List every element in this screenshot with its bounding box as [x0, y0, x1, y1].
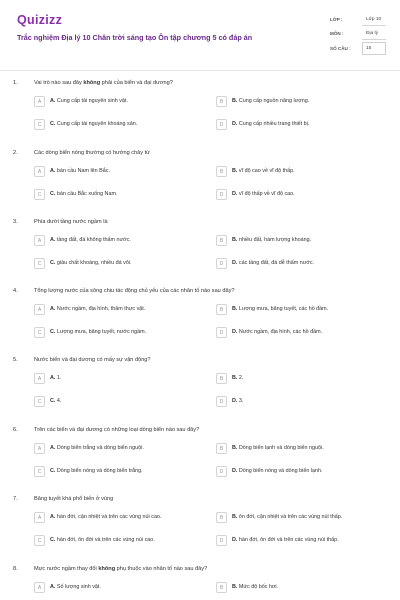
question-text-start: Băng tuyết khá phổ biến ở vùng — [34, 496, 114, 502]
option-text — [232, 445, 324, 451]
option-body: Dòng biển nóng và dòng biển trắng. — [56, 468, 143, 474]
option-text — [232, 168, 295, 174]
option-body: Dòng biển trắng và dòng biển nguội. — [56, 445, 144, 451]
option-letter: A. — [50, 98, 56, 104]
option-letter-box: D — [216, 396, 227, 407]
option-letter-box: C — [34, 258, 45, 269]
question-number: 5. — [13, 357, 18, 363]
question-text-end: phải của biển và đại dương? — [100, 80, 173, 86]
question-text-start: Tổng lượng nước của sông chịu tác động chủ yếu của các nhân tố nào sau đây? — [34, 288, 235, 294]
question-text — [34, 150, 150, 156]
question-text-start: Vai trò nào sau đây — [34, 80, 84, 86]
option-body: bán cầu Nam lên Bắc. — [56, 168, 110, 174]
option-body: Lượng mưa, băng tuyết, nước ngầm. — [56, 329, 147, 335]
option-letter-box: D — [216, 119, 227, 130]
question-text — [34, 496, 113, 502]
quizizz-logo: Quizizz — [17, 13, 63, 27]
option-text — [50, 514, 161, 520]
question-number: 6. — [13, 427, 18, 433]
option-body: 4. — [56, 398, 62, 404]
option-body: nhiều đất, hàm lượng khoáng. — [238, 237, 312, 243]
option-text — [232, 191, 295, 197]
option-body: Dòng biển lạnh và dòng biển nguội. — [238, 445, 324, 451]
option-letter-box: D — [216, 258, 227, 269]
option-letter-box: A — [34, 443, 45, 454]
option-body: vĩ độ thấp về vĩ độ cao. — [238, 191, 295, 197]
option-letter: D. — [232, 121, 238, 127]
option-letter: A. — [50, 445, 56, 451]
question-text-emphasis: không — [98, 566, 116, 572]
option-text — [232, 375, 243, 381]
meta-subject-underline — [362, 39, 386, 40]
option-letter: B. — [232, 584, 238, 590]
question-text — [34, 80, 173, 86]
option-letter: C. — [50, 121, 56, 127]
question-text — [34, 427, 199, 433]
option-letter: C. — [50, 191, 56, 197]
option-letter: B. — [232, 98, 238, 104]
option-text — [232, 260, 314, 266]
option-text — [232, 237, 311, 243]
option-text — [50, 260, 132, 266]
option-letter-box: D — [216, 327, 227, 338]
option-text — [232, 537, 339, 543]
question-number: 1. — [13, 80, 18, 86]
question-number: 4. — [13, 288, 18, 294]
header-divider — [0, 70, 400, 71]
option-letter: B. — [232, 445, 238, 451]
option-letter: A. — [50, 237, 56, 243]
question-text-start: Phía dưới tầng nước ngầm là — [34, 219, 108, 225]
option-letter: D. — [232, 468, 238, 474]
option-text — [232, 514, 342, 520]
question-number: 2. — [13, 150, 18, 156]
meta-grade-label: LỚP : — [330, 17, 343, 22]
question-text — [34, 219, 108, 225]
question-text-start: Các dòng biển nóng thường có hướng chảy từ — [34, 150, 150, 156]
option-text — [232, 468, 323, 474]
option-letter: B. — [232, 237, 238, 243]
meta-grade-underline — [362, 25, 386, 26]
option-body: giàu chất khoáng, nhiều đá vôi. — [56, 260, 132, 266]
option-letter: B. — [232, 514, 238, 520]
meta-subject — [318, 27, 390, 40]
option-letter-box: D — [216, 535, 227, 546]
option-body: Cung cấp tài nguyên sinh vật. — [56, 98, 128, 104]
option-body: Dòng biển nóng và dòng biển lạnh. — [238, 468, 323, 474]
option-letter-box: D — [216, 189, 227, 200]
option-letter-box: B — [216, 96, 227, 107]
option-letter-box: A — [34, 235, 45, 246]
option-letter: B. — [232, 306, 238, 312]
option-letter: A. — [50, 168, 56, 174]
option-letter: D. — [232, 260, 238, 266]
option-body: Mức độ bốc hơi. — [238, 584, 279, 590]
option-letter-box: B — [216, 512, 227, 523]
option-letter: C. — [50, 398, 56, 404]
option-letter: A. — [50, 514, 56, 520]
question-number: 8. — [13, 566, 18, 572]
option-text — [50, 375, 61, 381]
option-letter-box: C — [34, 189, 45, 200]
meta-grade — [318, 13, 390, 26]
option-text — [50, 168, 110, 174]
option-body: vĩ độ cao về vĩ độ thấp. — [238, 168, 295, 174]
question-text-start: Nước biển và đại dương có mấy sự vận động? — [34, 357, 151, 363]
option-letter-box: C — [34, 119, 45, 130]
question-text — [34, 357, 151, 363]
option-letter-box: C — [34, 327, 45, 338]
option-letter-box: A — [34, 166, 45, 177]
question-text — [34, 566, 207, 572]
meta-count-value: 15 — [366, 46, 372, 51]
option-body: hàn đới, ôn đới và trên các vùng núi cao. — [56, 537, 155, 543]
question-number: 7. — [13, 496, 18, 502]
option-body: Lượng mưa, băng tuyết, các hồ đầm. — [238, 306, 329, 312]
option-letter-box: A — [34, 304, 45, 315]
option-letter: A. — [50, 375, 56, 381]
option-body: 2. — [238, 375, 244, 381]
option-text — [50, 329, 146, 335]
option-body: Cung cấp tài nguyên khoáng sản. — [56, 121, 138, 127]
question-text-start: Trên các biển và đại dương có những loại dòng biển nào sau đây? — [34, 427, 200, 433]
option-body: Cung cấp nguồn năng lượng. — [238, 98, 310, 104]
option-letter: D. — [232, 329, 238, 335]
option-letter-box: B — [216, 443, 227, 454]
meta-grade-value: Lớp 10 — [366, 17, 382, 22]
question-text-end: phụ thuộc vào nhân tố nào sau đây? — [115, 566, 208, 572]
option-text — [50, 121, 137, 127]
question-text-emphasis: không — [83, 80, 101, 86]
option-letter-box: B — [216, 235, 227, 246]
option-text — [50, 98, 128, 104]
option-text — [232, 584, 278, 590]
option-letter-box: A — [34, 96, 45, 107]
option-text — [50, 468, 143, 474]
option-letter-box: A — [34, 373, 45, 384]
option-letter-box: B — [216, 582, 227, 593]
option-letter: A. — [50, 584, 56, 590]
option-letter-box: A — [34, 582, 45, 593]
option-text — [50, 537, 155, 543]
option-text — [50, 584, 101, 590]
option-body: ôn đới, cận nhiệt và trên các vùng núi thấp. — [238, 514, 343, 520]
option-body: Cung cấp nhiều trang thiết bị. — [238, 121, 310, 127]
option-text — [50, 237, 131, 243]
option-letter: C. — [50, 329, 56, 335]
option-body: 1. — [56, 375, 62, 381]
option-body: Số lượng sinh vật. — [56, 584, 101, 590]
option-letter-box: C — [34, 466, 45, 477]
option-body: 3. — [238, 398, 244, 404]
question-number: 3. — [13, 219, 18, 225]
option-body: hàn đới, ôn đới và trên các vùng núi thấp. — [238, 537, 339, 543]
option-letter: B. — [232, 168, 238, 174]
option-letter: C. — [50, 260, 56, 266]
option-body: hàn đới, cận nhiệt và trên các vùng núi cao. — [56, 514, 162, 520]
worksheet-title: Trắc nghiệm Địa lý 10 Chân trời sáng tạo Ôn tập chương 5 có đáp án — [17, 33, 253, 42]
option-text — [50, 306, 145, 312]
option-letter: D. — [232, 537, 238, 543]
option-body: bán cầu Bắc xuống Nam. — [56, 191, 118, 197]
option-text — [232, 98, 309, 104]
option-letter: B. — [232, 375, 238, 381]
worksheet-header — [0, 0, 400, 70]
option-body: tầng đất, đá không thấm nước. — [56, 237, 131, 243]
option-text — [232, 306, 328, 312]
option-text — [232, 329, 322, 335]
meta-count — [318, 42, 390, 55]
option-text — [50, 191, 117, 197]
option-letter: A. — [50, 306, 56, 312]
option-body: Nước ngầm, địa hình, các hồ đầm. — [238, 329, 323, 335]
option-text — [50, 398, 61, 404]
option-letter: C. — [50, 537, 56, 543]
question-text — [34, 288, 234, 294]
option-letter-box: C — [34, 396, 45, 407]
option-letter: C. — [50, 468, 56, 474]
question-text-start: Mực nước ngầm thay đổi — [34, 566, 99, 572]
option-letter-box: B — [216, 373, 227, 384]
option-letter-box: A — [34, 512, 45, 523]
meta-subject-value: Địa lý — [366, 31, 378, 36]
option-letter-box: C — [34, 535, 45, 546]
option-text — [232, 121, 309, 127]
option-letter-box: B — [216, 304, 227, 315]
option-letter: D. — [232, 191, 238, 197]
meta-count-label: SỐ CÂU : — [330, 46, 351, 51]
meta-subject-label: MÔN : — [330, 31, 344, 36]
option-letter: D. — [232, 398, 238, 404]
option-body: các tầng đất, đá dễ thấm nước. — [238, 260, 315, 266]
option-text — [232, 398, 243, 404]
option-text — [50, 445, 144, 451]
option-body: Nước ngầm, địa hình, thảm thực vật. — [56, 306, 146, 312]
option-letter-box: D — [216, 466, 227, 477]
option-letter-box: B — [216, 166, 227, 177]
